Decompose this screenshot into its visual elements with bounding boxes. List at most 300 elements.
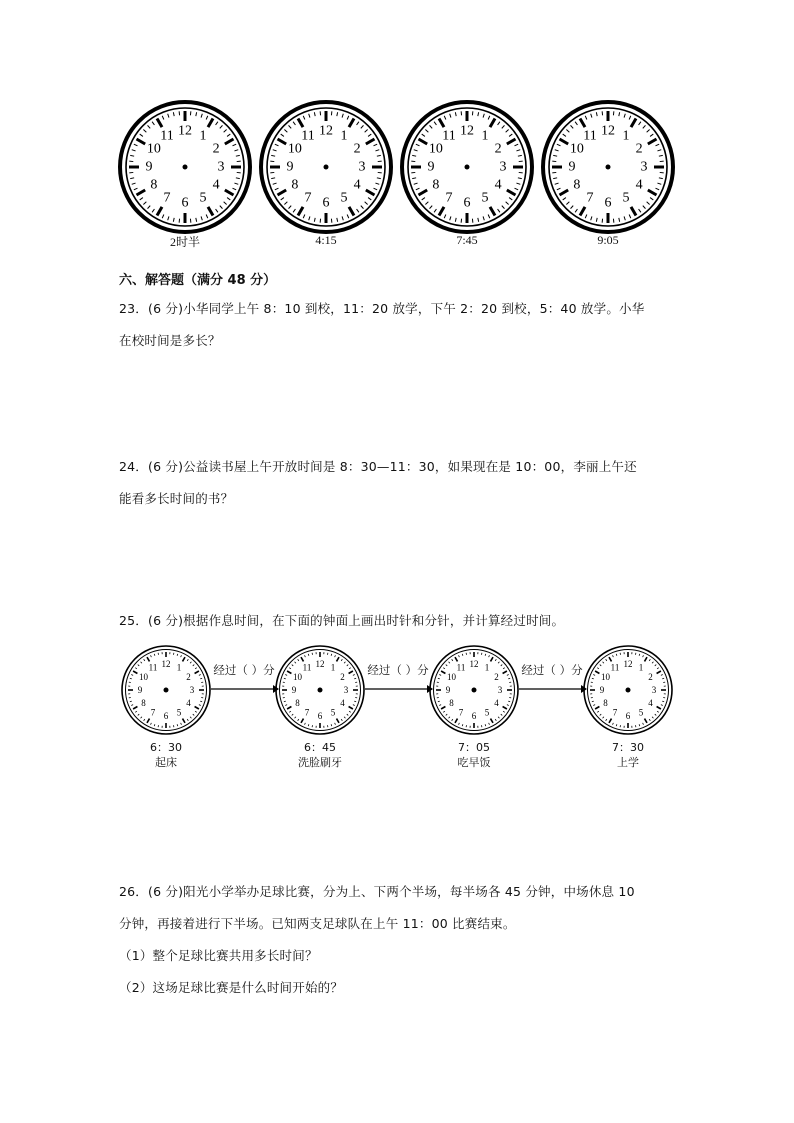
clock-face-icon <box>582 644 674 736</box>
minute-tick <box>444 215 446 219</box>
minute-tick <box>196 218 197 222</box>
minute-tick <box>357 122 359 125</box>
clock-face-icon <box>274 644 366 736</box>
minute-tick <box>495 659 496 661</box>
minute-tick <box>571 206 574 209</box>
minute-tick <box>152 122 154 125</box>
schedule-clock-row <box>118 644 678 774</box>
clock-number: 4 <box>212 177 220 193</box>
minute-tick <box>187 659 188 661</box>
minute-tick <box>650 198 653 200</box>
minute-tick <box>177 724 178 726</box>
minute-tick <box>606 719 607 721</box>
minute-tick <box>273 150 277 151</box>
minute-tick <box>515 144 519 146</box>
question-text: 23．(6 分)小华同学上午 8：10 到校，11：20 放学，下午 2：20 到校，5：40 放学。小华 <box>119 301 645 316</box>
minute-tick <box>657 150 661 151</box>
clock-caption: 7:45 <box>456 233 478 247</box>
hour-tick <box>645 657 648 661</box>
minute-tick <box>361 206 364 209</box>
minute-tick <box>655 665 656 666</box>
minute-tick <box>661 675 663 676</box>
hour-tick <box>208 207 213 216</box>
question-text: 25．(6 分)根据作息时间，在下面的钟面上画出时针和分针，并计算经过时间。 <box>119 613 565 628</box>
schedule-clock-1 <box>120 644 212 769</box>
minute-tick <box>130 701 132 702</box>
hour-tick <box>133 671 137 674</box>
minute-tick <box>593 705 595 706</box>
minute-tick <box>478 112 479 116</box>
hour-tick <box>157 119 162 128</box>
minute-tick <box>488 116 490 120</box>
minute-tick <box>193 665 194 666</box>
minute-tick <box>655 714 656 715</box>
clock-number: 10 <box>292 672 302 682</box>
minute-tick <box>144 719 145 721</box>
hour-tick <box>580 207 585 216</box>
clock-number: 12 <box>623 659 633 669</box>
minute-tick <box>656 144 660 146</box>
minute-tick <box>181 723 182 725</box>
minute-tick <box>162 215 164 219</box>
clock-number: 5 <box>330 707 336 718</box>
minute-tick <box>553 178 557 179</box>
clock-face-icon <box>120 644 212 736</box>
minute-tick <box>289 206 292 209</box>
clock-center-dot <box>164 688 169 693</box>
minute-tick <box>509 198 512 200</box>
clock-number: 5 <box>176 707 182 718</box>
minute-tick <box>131 675 133 676</box>
clock-face-2 <box>259 100 393 247</box>
minute-tick <box>148 125 151 128</box>
clock-number: 1 <box>622 128 630 144</box>
hour-tick <box>657 671 661 674</box>
clock-number: 10 <box>287 141 302 157</box>
question-text: 分钟，再接着进行下半场。已知两支足球队在上午 11：00 比赛结束。 <box>119 916 516 931</box>
minute-tick <box>652 662 653 663</box>
clock-number: 12 <box>319 123 333 139</box>
hour-tick <box>366 139 375 144</box>
minute-tick <box>639 724 640 726</box>
hour-tick <box>298 119 303 128</box>
clock-number: 4 <box>340 698 345 708</box>
minute-tick <box>284 130 287 133</box>
minute-tick <box>462 654 463 656</box>
minute-tick <box>143 202 146 205</box>
minute-tick <box>190 717 191 718</box>
minute-tick <box>298 659 299 661</box>
minute-tick <box>647 130 650 133</box>
clock-number: 12 <box>161 659 171 669</box>
clock-number: 5 <box>481 190 489 206</box>
clock-number: 1 <box>638 662 644 673</box>
minute-tick <box>434 122 436 125</box>
minute-tick <box>566 202 569 205</box>
minute-tick <box>305 723 306 725</box>
minute-tick <box>138 714 139 715</box>
minute-tick <box>193 714 194 715</box>
minute-tick <box>233 144 237 146</box>
hour-tick <box>147 657 150 661</box>
minute-tick <box>140 198 143 200</box>
clock-number: 3 <box>189 685 195 695</box>
minute-tick <box>344 717 345 718</box>
question-23 <box>119 293 679 357</box>
minute-tick <box>619 218 620 222</box>
minute-tick <box>650 134 653 136</box>
minute-tick <box>449 662 450 663</box>
minute-tick <box>515 188 519 190</box>
minute-tick <box>201 114 202 118</box>
hour-tick <box>195 671 199 674</box>
clock-number: 11 <box>148 662 158 673</box>
minute-tick <box>284 202 287 205</box>
minute-tick <box>412 178 416 179</box>
minute-tick <box>498 717 499 718</box>
clock-number: 8 <box>295 698 300 708</box>
hour-tick <box>490 119 495 128</box>
minute-tick <box>173 112 174 116</box>
minute-tick <box>295 662 296 663</box>
clock-number: 4 <box>635 177 643 193</box>
clock-number: 7 <box>304 707 310 718</box>
minute-tick <box>444 116 446 120</box>
minute-tick <box>365 130 368 133</box>
schedule-clock-4 <box>582 644 674 769</box>
minute-tick <box>220 206 223 209</box>
minute-tick <box>652 717 653 718</box>
minute-tick <box>495 719 496 721</box>
schedule-time: 7：05 <box>458 741 490 754</box>
minute-tick <box>412 155 416 156</box>
minute-tick <box>227 198 230 200</box>
top-clock-row <box>118 100 678 260</box>
hour-tick <box>147 719 150 723</box>
minute-tick <box>452 659 453 661</box>
clock-number: 10 <box>138 672 148 682</box>
clock-number: 1 <box>484 662 490 673</box>
minute-tick <box>331 724 332 726</box>
minute-tick <box>501 714 502 715</box>
minute-tick <box>430 206 433 209</box>
clock-number: 12 <box>178 123 192 139</box>
arrow-right-icon <box>363 684 433 694</box>
minute-tick <box>305 655 306 657</box>
minute-tick <box>450 216 451 220</box>
hour-tick <box>287 707 291 710</box>
minute-tick <box>509 134 512 136</box>
minute-tick <box>462 724 463 726</box>
schedule-activity: 起床 <box>155 756 177 769</box>
clock-number: 6 <box>625 711 631 721</box>
clock-number: 6 <box>181 195 189 211</box>
minute-tick <box>563 198 566 200</box>
minute-tick <box>414 183 418 184</box>
minute-tick <box>342 216 343 220</box>
minute-tick <box>600 665 601 666</box>
minute-tick <box>483 114 484 118</box>
clock-number: 1 <box>199 128 207 144</box>
minute-tick <box>132 150 136 151</box>
clock-number: 7 <box>163 190 171 206</box>
minute-tick <box>649 719 650 721</box>
clock-number: 10 <box>428 141 443 157</box>
minute-tick <box>289 125 292 128</box>
minute-tick <box>438 678 440 679</box>
minute-tick <box>285 705 287 706</box>
minute-tick <box>639 654 640 656</box>
hour-tick <box>208 119 213 128</box>
minute-tick <box>292 714 293 715</box>
clock-caption: 4:15 <box>315 233 337 247</box>
minute-tick <box>216 209 218 212</box>
minute-tick <box>206 116 208 120</box>
minute-tick <box>154 654 155 656</box>
schedule-activity: 洗脸刷牙 <box>298 756 342 769</box>
clock-number: 2 <box>635 141 643 157</box>
clock-number: 7 <box>304 190 312 206</box>
clock-number: 7 <box>612 707 618 718</box>
minute-tick <box>341 659 342 661</box>
clock-number: 9 <box>427 159 435 175</box>
minute-tick <box>187 719 188 721</box>
minute-tick <box>592 678 594 679</box>
hour-tick <box>349 671 353 674</box>
hour-tick <box>287 671 291 674</box>
clock-number: 4 <box>353 177 361 193</box>
minute-tick <box>162 116 164 120</box>
minute-tick <box>284 701 286 702</box>
minute-tick <box>662 678 664 679</box>
minute-tick <box>138 665 139 666</box>
minute-tick <box>516 150 520 151</box>
minute-tick <box>236 178 240 179</box>
minute-tick <box>144 659 145 661</box>
schedule-activity: 吃早饭 <box>457 756 491 769</box>
minute-tick <box>597 711 599 712</box>
minute-tick <box>624 114 625 118</box>
minute-tick <box>659 178 663 179</box>
minute-tick <box>485 724 486 726</box>
minute-tick <box>135 711 137 712</box>
hour-tick <box>560 190 569 195</box>
minute-tick <box>331 654 332 656</box>
hour-tick <box>366 190 375 195</box>
clock-number: 7 <box>150 707 156 718</box>
hour-tick <box>609 719 612 723</box>
minute-tick <box>374 188 378 190</box>
minute-tick <box>168 114 169 118</box>
clock-number: 9 <box>145 159 153 175</box>
schedule-time: 6：30 <box>150 741 182 754</box>
clock-number: 6 <box>322 195 330 211</box>
clock-number: 10 <box>600 672 610 682</box>
hour-tick <box>349 707 353 710</box>
minute-tick <box>234 183 238 184</box>
minute-tick <box>281 134 284 136</box>
clock-number: 5 <box>622 190 630 206</box>
minute-tick <box>271 155 275 156</box>
hour-tick <box>648 190 657 195</box>
clock-number: 8 <box>432 177 440 193</box>
schedule-time: 7：30 <box>612 741 644 754</box>
hour-tick <box>580 119 585 128</box>
minute-tick <box>600 714 601 715</box>
minute-tick <box>459 723 460 725</box>
minute-tick <box>661 705 663 706</box>
minute-tick <box>234 150 238 151</box>
minute-tick <box>271 178 275 179</box>
minute-tick <box>377 178 381 179</box>
minute-tick <box>657 711 659 712</box>
hour-tick <box>609 657 612 661</box>
clock-number: 4 <box>494 177 502 193</box>
minute-tick <box>308 724 309 726</box>
clock-number: 8 <box>573 177 581 193</box>
elapsed-label: 经过（ ）分 <box>213 663 275 677</box>
minute-tick <box>347 714 348 715</box>
clock-number: 2 <box>212 141 220 157</box>
clock-number: 11 <box>302 662 312 673</box>
minute-tick <box>224 202 227 205</box>
clock-number: 12 <box>460 123 474 139</box>
clock-face-icon <box>428 644 520 736</box>
clock-number: 12 <box>601 123 615 139</box>
section-title: 六、解答题（满分 48 分） <box>119 273 277 288</box>
hour-tick <box>595 707 599 710</box>
minute-tick <box>657 668 659 669</box>
minute-tick <box>489 723 490 725</box>
minute-tick <box>585 116 587 120</box>
clock-face-icon <box>118 100 252 234</box>
minute-tick <box>368 198 371 200</box>
minute-tick <box>349 668 351 669</box>
minute-tick <box>377 155 381 156</box>
minute-tick <box>303 116 305 120</box>
minute-tick <box>292 665 293 666</box>
minute-tick <box>216 122 218 125</box>
minute-tick <box>281 198 284 200</box>
minute-tick <box>196 112 197 116</box>
minute-tick <box>603 662 604 663</box>
clock-number: 11 <box>442 128 456 144</box>
minute-tick <box>368 134 371 136</box>
minute-tick <box>177 654 178 656</box>
clock-face-4 <box>541 100 675 247</box>
hour-tick <box>301 719 304 723</box>
minute-tick <box>613 723 614 725</box>
sub-question: （1）整个足球比赛共用多长时间？ <box>119 948 318 963</box>
clock-number: 2 <box>494 672 499 682</box>
minute-tick <box>508 678 510 679</box>
hour-tick <box>195 707 199 710</box>
minute-tick <box>434 209 436 212</box>
minute-tick <box>135 668 137 669</box>
hour-tick <box>278 190 287 195</box>
minute-tick <box>314 112 315 116</box>
clock-number: 6 <box>463 195 471 211</box>
minute-tick <box>224 130 227 133</box>
clock-number: 9 <box>568 159 576 175</box>
minute-tick <box>656 188 660 190</box>
minute-tick <box>354 701 356 702</box>
minute-tick <box>596 218 597 222</box>
hour-tick <box>631 207 636 216</box>
elapsed-arrow-3 <box>517 662 587 698</box>
hour-tick <box>491 719 494 723</box>
hour-tick <box>349 119 354 128</box>
clock-number: 6 <box>471 711 477 721</box>
minute-tick <box>220 125 223 128</box>
minute-tick <box>629 116 631 120</box>
minute-tick <box>459 655 460 657</box>
hour-tick <box>657 707 661 710</box>
clock-number: 2 <box>648 672 653 682</box>
minute-tick <box>503 711 505 712</box>
minute-tick <box>293 122 295 125</box>
clock-number: 7 <box>586 190 594 206</box>
clock-number: 8 <box>141 698 146 708</box>
minute-tick <box>553 155 557 156</box>
hour-tick <box>648 139 657 144</box>
hour-tick <box>337 657 340 661</box>
minute-tick <box>341 719 342 721</box>
minute-tick <box>130 678 132 679</box>
clock-center-dot <box>318 688 323 693</box>
minute-tick <box>416 144 420 146</box>
minute-tick <box>455 112 456 116</box>
minute-tick <box>347 665 348 666</box>
minute-tick <box>361 125 364 128</box>
minute-tick <box>575 209 577 212</box>
minute-tick <box>344 662 345 663</box>
elapsed-arrow-1 <box>209 662 279 698</box>
clock-number: 5 <box>199 190 207 206</box>
question-text: 能看多长时间的书？ <box>119 491 234 506</box>
minute-tick <box>284 678 286 679</box>
minute-tick <box>478 218 479 222</box>
hour-tick <box>490 207 495 216</box>
minute-tick <box>357 209 359 212</box>
clock-number: 5 <box>484 707 490 718</box>
hour-tick <box>278 139 287 144</box>
minute-tick <box>502 125 505 128</box>
minute-tick <box>443 668 445 669</box>
minute-tick <box>616 724 617 726</box>
minute-tick <box>342 114 343 118</box>
clock-number: 8 <box>150 177 158 193</box>
minute-tick <box>557 188 561 190</box>
clock-face-3 <box>400 100 534 247</box>
minute-tick <box>308 654 309 656</box>
minute-tick <box>571 125 574 128</box>
minute-tick <box>206 215 208 219</box>
clock-number: 11 <box>456 662 466 673</box>
minute-tick <box>649 659 650 661</box>
minute-tick <box>181 655 182 657</box>
hour-tick <box>455 657 458 661</box>
clock-number: 1 <box>481 128 489 144</box>
question-text: 24．(6 分)公益读书屋上午开放时间是 8：30—11：30，如果现在是 10：00，李丽上午还 <box>119 459 637 474</box>
minute-tick <box>616 654 617 656</box>
clock-number: 4 <box>648 698 653 708</box>
clock-number: 7 <box>458 707 464 718</box>
minute-tick <box>498 122 500 125</box>
elapsed-arrow-2 <box>363 662 433 698</box>
clock-caption: 9:05 <box>597 233 619 247</box>
minute-tick <box>489 655 490 657</box>
